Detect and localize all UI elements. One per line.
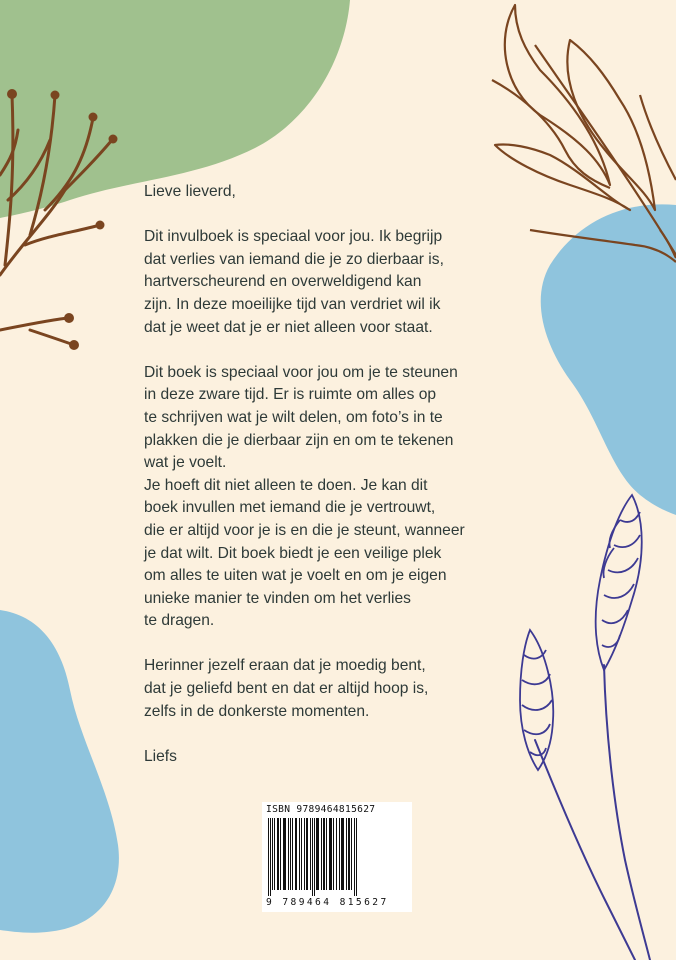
text-line: Dit invulboek is speciaal voor jou. Ik begrijp xyxy=(144,228,443,246)
barcode-bar xyxy=(341,818,344,890)
text-line: in deze zware tijd. Er is ruimte om alles op xyxy=(144,386,437,404)
barcode-bars xyxy=(266,818,408,896)
text-line: hartverscheurend en overweldigend kan xyxy=(144,273,422,291)
barcode-bar xyxy=(354,818,355,896)
text-line: te schrijven wat je wilt delen, om foto’s in te xyxy=(144,408,443,426)
barcode-bar xyxy=(339,818,340,890)
barcode-bar xyxy=(270,818,271,896)
blue-blob-left xyxy=(0,610,119,933)
barcode-bar xyxy=(329,818,332,890)
barcode-bar xyxy=(356,818,357,896)
letter-paragraph-1 xyxy=(144,226,544,339)
text-line: unieke manier te vinden om het verlies xyxy=(144,589,411,607)
text-line: wat je voelt. xyxy=(144,454,227,472)
barcode-bar xyxy=(304,818,305,890)
wheat-head-right xyxy=(596,495,642,670)
barcode-bar xyxy=(277,818,279,890)
barcode-bar xyxy=(301,818,302,890)
letter-paragraph-3 xyxy=(144,655,544,723)
barcode-bar xyxy=(280,818,281,890)
barcode-bar xyxy=(321,818,322,890)
text-line: Dit boek is speciaal voor jou om je te steunen xyxy=(144,363,458,381)
isbn-digits: 9 789464 815627 xyxy=(266,897,389,908)
barcode-bar xyxy=(290,818,291,890)
text-line: dat je weet dat je er niet alleen voor staat. xyxy=(144,318,433,336)
wheat-stalks-icon xyxy=(535,665,650,960)
barcode-bar xyxy=(292,818,293,890)
text-line: te dragen. xyxy=(144,612,215,630)
text-line: dat je geliefd bent en dat er altijd hoop is, xyxy=(144,680,429,698)
barcode-bar xyxy=(299,818,300,890)
text-line: die er altijd voor je is en die je steunt, wanneer xyxy=(144,521,465,539)
text-line: Herinner jezelf eraan dat je moedig bent, xyxy=(144,657,426,675)
barcode-bar xyxy=(310,818,311,890)
text-line: plakken die je dierbaar zijn en om te tekenen xyxy=(144,431,454,449)
barcode-bar xyxy=(272,818,273,890)
barcode-bar xyxy=(346,818,347,890)
barcode-bar xyxy=(326,818,327,890)
isbn-barcode xyxy=(262,802,412,912)
barcode-bar xyxy=(316,818,319,890)
barcode-bar xyxy=(306,818,308,890)
text-line: je dat wilt. Dit boek biedt je een veilige plek xyxy=(144,544,442,562)
letter-paragraph-2 xyxy=(144,362,544,633)
text-line: boek invullen met iemand die je vertrouwt, xyxy=(144,499,436,517)
text-line: dat verlies van iemand die je zo dierbaar is, xyxy=(144,250,444,268)
text-line: om alles te uiten wat je voelt en om je eigen xyxy=(144,567,447,585)
barcode-bar xyxy=(283,818,286,890)
text-line: Je hoeft dit niet alleen te doen. Je kan dit xyxy=(144,476,428,494)
letter-closing: Liefs xyxy=(144,747,177,765)
barcode-bar xyxy=(333,818,334,890)
text-line: zelfs in de donkerste momenten. xyxy=(144,702,370,720)
barcode-bar xyxy=(295,818,297,890)
letter-greeting: Lieve lieverd, xyxy=(144,183,236,200)
letter-body xyxy=(144,181,544,791)
barcode-bar xyxy=(268,818,269,896)
barcode-bar xyxy=(351,818,352,890)
barcode-bar xyxy=(314,818,315,896)
isbn-label: ISBN 9789464815627 xyxy=(266,804,376,815)
barcode-bar xyxy=(336,818,337,890)
barcode-bar xyxy=(312,818,313,896)
barcode-bar xyxy=(274,818,275,890)
barcode-bar xyxy=(348,818,350,890)
text-line: zijn. In deze moeilijke tijd van verdriet wil ik xyxy=(144,295,441,313)
barcode-bar xyxy=(323,818,325,890)
barcode-bar xyxy=(288,818,289,890)
